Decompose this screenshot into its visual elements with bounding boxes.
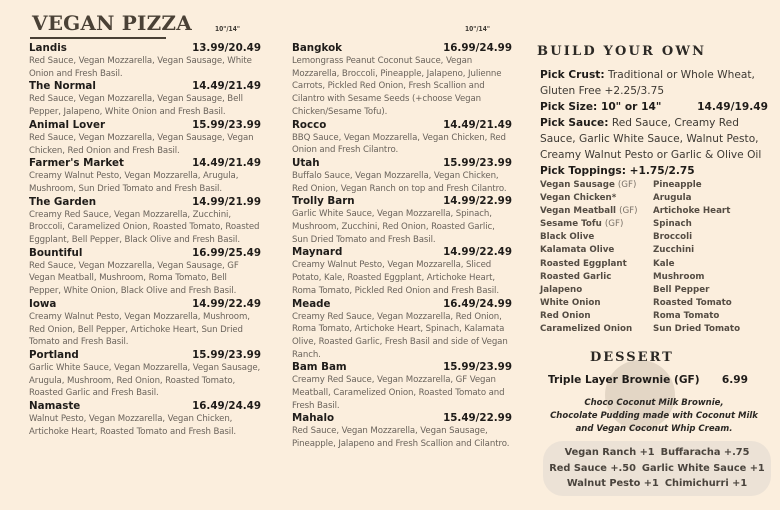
topping-name: Kalamata Olive bbox=[540, 245, 615, 256]
menu-item-price: 15.99/23.99 bbox=[192, 348, 261, 361]
menu-item-header bbox=[292, 119, 512, 132]
menu-item-price: 14.49/21.49 bbox=[192, 157, 261, 170]
menu-item-price: 15.49/22.99 bbox=[443, 412, 512, 425]
menu-item-price: 14.49/21.49 bbox=[192, 80, 261, 93]
topping-name: Jalapeno bbox=[540, 284, 583, 295]
topping-item bbox=[540, 231, 653, 244]
build-your-own-section bbox=[540, 67, 770, 336]
addon-item: Vegan Ranch +1 bbox=[564, 447, 655, 459]
menu-item-description: Walnut Pesto, Vegan Mozzarella, Vegan Chicken, Artichoke Heart, Roasted Tomato and Fresh Basil. bbox=[29, 414, 236, 437]
menu-item-name: Portland bbox=[29, 348, 79, 361]
menu-item bbox=[29, 42, 261, 80]
menu-item-description: Creamy Walnut Pesto, Vegan Mozzarella, Arugula, Mushroom, Sun Dried Tomato and Fresh Basil. bbox=[29, 171, 239, 194]
menu-item-price: 14.99/22.49 bbox=[443, 246, 512, 259]
dessert-desc-line: Chocolate Pudding made with Coconut Milk bbox=[550, 411, 758, 421]
build-your-own-title: BUILD YOUR OWN bbox=[537, 44, 707, 59]
pick-size-price: 14.49/19.49 bbox=[697, 101, 768, 113]
topping-item: Arugula bbox=[653, 193, 692, 204]
menu-item-header bbox=[292, 157, 512, 170]
menu-item bbox=[29, 80, 261, 118]
menu-item-name: Iowa bbox=[29, 297, 57, 310]
menu-item-name: Bam Bam bbox=[292, 361, 347, 374]
dessert-title: DESSERT bbox=[590, 350, 674, 365]
menu-item-price: 16.49/24.99 bbox=[443, 297, 512, 310]
menu-item-price: 16.99/24.99 bbox=[443, 42, 512, 54]
menu-item-description: Creamy Walnut Pesto, Vegan Mozzarella, Sliced Potato, Kale, Roasted Eggplant, Artichoke Heart, Roma Tomato, Pickled Red Onion and Fresh Basil. bbox=[292, 260, 499, 296]
menu-item bbox=[29, 298, 261, 349]
pick-crust-label: Pick Crust: bbox=[540, 69, 605, 81]
pick-crust-value: Traditional or Whole Wheat, Gluten Free +2.25/3.75 bbox=[540, 69, 755, 97]
topping-item bbox=[540, 284, 653, 297]
pick-sauce bbox=[540, 115, 770, 163]
title-underline bbox=[30, 37, 166, 39]
menu-item-description: Lemongrass Peanut Coconut Sauce, Vegan Mozzarella, Broccoli, Pineapple, Jalapeno, Julienne Carrots, Pickled Red Onion, Fresh Scallion and Cilantro with Sesame Seeds (+choose Vegan Chicken/Sesame Tofu). bbox=[292, 56, 502, 117]
addon-item: Garlic White Sauce +1 bbox=[641, 462, 765, 474]
menu-item-name: The Garden bbox=[29, 195, 97, 208]
menu-item-name: Maynard bbox=[292, 246, 343, 259]
pick-size-label: Pick Size: 10" or 14" bbox=[540, 101, 662, 113]
pizza-list-1 bbox=[29, 42, 261, 438]
menu-item-price: 13.99/20.49 bbox=[192, 42, 261, 54]
menu-item-description: Creamy Walnut Pesto, Vegan Mozzarella, Mushroom, Red Onion, Bell Pepper, Artichoke Heart, Sun Dried Tomato and Fresh Basil. bbox=[29, 311, 250, 348]
pick-size bbox=[540, 99, 770, 115]
menu-item-header bbox=[29, 157, 261, 170]
topping-item bbox=[540, 179, 653, 192]
topping-item: Bell Pepper bbox=[653, 284, 710, 295]
addons-box bbox=[543, 441, 771, 496]
topping-item: Artichoke Heart bbox=[653, 206, 731, 217]
addons-row bbox=[565, 445, 750, 461]
menu-item-description: Creamy Red Sauce, Vegan Mozzarella, Zucchini, Broccoli, Caramelized Onion, Roasted Tomato, Roasted Eggplant, Bell Pepper, Black Olive and Fresh Basil. bbox=[29, 209, 260, 246]
menu-item-name: Farmer's Market bbox=[29, 157, 124, 170]
topping-item bbox=[540, 271, 653, 284]
topping-item: Pineapple bbox=[653, 180, 702, 190]
menu-item-description: Garlic White Sauce, Vegan Mozzarella, Spinach, Mushroom, Zucchini, Red Onion, Roasted Garlic, Sun Dried Tomato and Fresh Basil. bbox=[292, 209, 495, 245]
menu-item bbox=[29, 247, 261, 298]
topping-item bbox=[540, 205, 653, 218]
addon-item: Buffaracha +.75 bbox=[660, 447, 750, 459]
menu-item-name: Trolly Barn bbox=[292, 195, 355, 208]
menu-item bbox=[292, 412, 512, 450]
addon-item: Red Sauce +.50 bbox=[549, 462, 636, 474]
topping-name: Caramelized Onion bbox=[540, 324, 633, 335]
menu-item-price: 14.99/22.49 bbox=[192, 297, 261, 310]
topping-item: Zucchini bbox=[653, 245, 695, 256]
menu-item-header bbox=[292, 361, 512, 374]
menu-item-price: 16.49/24.49 bbox=[192, 400, 261, 413]
dessert-desc-line: and Vegan Coconut Whip Cream. bbox=[575, 424, 733, 434]
menu-item-header bbox=[29, 80, 261, 93]
page-title: VEGAN PIZZA bbox=[32, 11, 192, 35]
addons-row bbox=[567, 476, 747, 492]
topping-name: Roasted Eggplant bbox=[540, 258, 627, 269]
menu-item-description: Red Sauce, Vegan Mozzarella, Vegan Sausage, Vegan Chicken, Red Onion and Fresh Basil. bbox=[29, 132, 254, 156]
menu-item-name: Bangkok bbox=[292, 42, 342, 54]
menu-item-header bbox=[29, 349, 261, 362]
size-header-col2: 10"/14" bbox=[465, 25, 490, 33]
topping-name: Vegan Meatball bbox=[540, 206, 617, 217]
dessert-item-name: Triple Layer Brownie (GF) bbox=[548, 374, 700, 386]
menu-item-description: Red Sauce, Vegan Mozzarella, Vegan Sausage, Pineapple, Jalapeno and Fresh Scallion and Cilantro. bbox=[292, 426, 510, 450]
topping-item: Mushroom bbox=[653, 271, 705, 282]
addon-item: Walnut Pesto +1 bbox=[566, 478, 659, 490]
menu-item-name: Rocco bbox=[292, 118, 327, 131]
menu-item-name: Bountiful bbox=[29, 246, 83, 259]
menu-item-header bbox=[29, 400, 261, 413]
dessert-desc-line: Choco Coconut Milk Brownie, bbox=[584, 398, 724, 408]
menu-item-description: Red Sauce, Vegan Mozzarella, Vegan Sausage, White Onion and Fresh Basil. bbox=[29, 56, 252, 79]
menu-item bbox=[292, 42, 512, 119]
topping-item bbox=[540, 244, 653, 257]
menu-item-description: Red Sauce, Vegan Mozzarella, Vegan Sausage, GF Vegan Meatball, Mushroom, Roma Tomato, Bell Pepper, White Onion, Black Olive and Fresh Basil. bbox=[29, 260, 239, 297]
menu-item bbox=[29, 157, 261, 195]
topping-name: White Onion bbox=[540, 297, 601, 308]
menu-item bbox=[292, 361, 512, 412]
topping-item bbox=[540, 310, 653, 323]
topping-item: Broccoli bbox=[653, 232, 693, 243]
menu-item-header bbox=[292, 42, 512, 55]
menu-item-price: 15.99/23.99 bbox=[443, 361, 512, 374]
menu-item-name: Landis bbox=[29, 42, 67, 54]
menu-item-name: Utah bbox=[292, 156, 320, 169]
size-header-col1: 10"/14" bbox=[215, 25, 240, 33]
topping-tag: (GF) bbox=[619, 206, 638, 217]
pick-sauce-value: Red Sauce, Creamy Red Sauce, Garlic White Sauce, Walnut Pesto, Creamy Walnut Pesto or Garlic & Olive Oil bbox=[540, 117, 762, 161]
topping-item bbox=[540, 297, 653, 310]
menu-item-name: Mahalo bbox=[292, 412, 335, 425]
topping-name: Black Olive bbox=[540, 232, 595, 243]
topping-tag: (GF) bbox=[604, 219, 624, 230]
menu-item-price: 14.99/21.99 bbox=[192, 195, 261, 208]
menu-item-price: 15.99/23.99 bbox=[443, 156, 512, 169]
menu-item-name: Namaste bbox=[29, 400, 81, 413]
menu-item bbox=[292, 119, 512, 157]
menu-item-description: Buffalo Sauce, Vegan Mozzarella, Vegan Chicken, Red Onion, Vegan Ranch on top and Fresh Cilantro. bbox=[292, 170, 507, 194]
topping-tag: (GF) bbox=[617, 180, 637, 190]
menu-item-name: The Normal bbox=[29, 80, 96, 93]
menu-item-header bbox=[29, 247, 261, 260]
menu-item bbox=[292, 246, 512, 297]
menu-item bbox=[292, 157, 512, 195]
menu-item-header bbox=[29, 298, 261, 311]
menu-item-description: Garlic White Sauce, Vegan Mozzarella, Vegan Sausage, Arugula, Mushroom, Red Onion, Roasted Tomato, Roasted Garlic and Fresh Basil. bbox=[29, 362, 261, 399]
dessert-item bbox=[548, 374, 748, 386]
pick-crust bbox=[540, 67, 770, 99]
dessert-item-price: 6.99 bbox=[721, 374, 748, 386]
menu-item-name: Animal Lover bbox=[29, 118, 106, 131]
addon-item: Chimichurri +1 bbox=[664, 478, 748, 490]
topping-item: Sun Dried Tomato bbox=[653, 324, 741, 335]
menu-item-price: 14.49/21.49 bbox=[443, 118, 512, 131]
topping-item: Roasted Tomato bbox=[653, 297, 732, 308]
topping-item bbox=[540, 218, 653, 231]
topping-item bbox=[540, 258, 653, 271]
menu-item-header bbox=[292, 298, 512, 311]
menu-item-header bbox=[29, 196, 261, 209]
menu-item bbox=[29, 196, 261, 247]
menu-item-price: 14.99/22.99 bbox=[443, 195, 512, 208]
topping-item: Kale bbox=[653, 258, 675, 269]
menu-item-description: Creamy Red Sauce, Vegan Mozzarella, Red Onion, Roma Tomato, Artichoke Heart, Spinach, Kalamata Olive, Roasted Garlic, Fresh Basil and side of Vegan Ranch. bbox=[292, 311, 508, 360]
menu-item-header bbox=[29, 119, 261, 132]
menu-item bbox=[29, 119, 261, 157]
topping-item: Roma Tomato bbox=[653, 310, 720, 321]
toppings-grid bbox=[540, 179, 770, 336]
pick-sauce-label: Pick Sauce: bbox=[540, 117, 609, 129]
topping-item bbox=[540, 192, 653, 205]
menu-item-description: Red Sauce, Vegan Mozzarella, Vegan Sausage, Bell Pepper, Jalapeno, White Onion and Fresh Basil. bbox=[29, 94, 243, 118]
menu-item-header bbox=[292, 195, 512, 208]
pizza-list-2 bbox=[292, 42, 512, 451]
menu-item bbox=[292, 195, 512, 246]
menu-item-description: BBQ Sauce, Vegan Mozzarella, Vegan Chicken, Red Onion and Fresh Cilantro. bbox=[292, 132, 506, 156]
menu-item-header bbox=[29, 42, 261, 55]
menu-item-price: 15.99/23.99 bbox=[192, 118, 261, 131]
topping-name: Roasted Garlic bbox=[540, 271, 612, 282]
menu-item-price: 16.99/25.49 bbox=[192, 246, 261, 259]
topping-item bbox=[540, 323, 653, 336]
topping-item: Spinach bbox=[653, 219, 692, 230]
topping-name: Sesame Tofu bbox=[540, 219, 602, 230]
menu-item-name: Meade bbox=[292, 297, 331, 310]
topping-name: Red Onion bbox=[540, 310, 591, 321]
menu-item-description: Creamy Red Sauce, Vegan Mozzarella, GF Vegan Meatball, Caramelized Onion, Roasted Tomato and Fresh Basil. bbox=[292, 375, 505, 411]
pick-toppings-label: Pick Toppings: +1.75/2.75 bbox=[540, 165, 695, 177]
menu-item bbox=[29, 400, 261, 438]
addons-row bbox=[549, 461, 765, 477]
topping-name: Vegan Sausage bbox=[540, 180, 615, 190]
menu-item bbox=[29, 349, 261, 400]
dessert-description bbox=[538, 397, 770, 436]
menu-item-header bbox=[292, 246, 512, 259]
menu-item bbox=[292, 298, 512, 362]
topping-name: Vegan Chicken* bbox=[540, 193, 617, 204]
menu-item-header bbox=[292, 412, 512, 425]
